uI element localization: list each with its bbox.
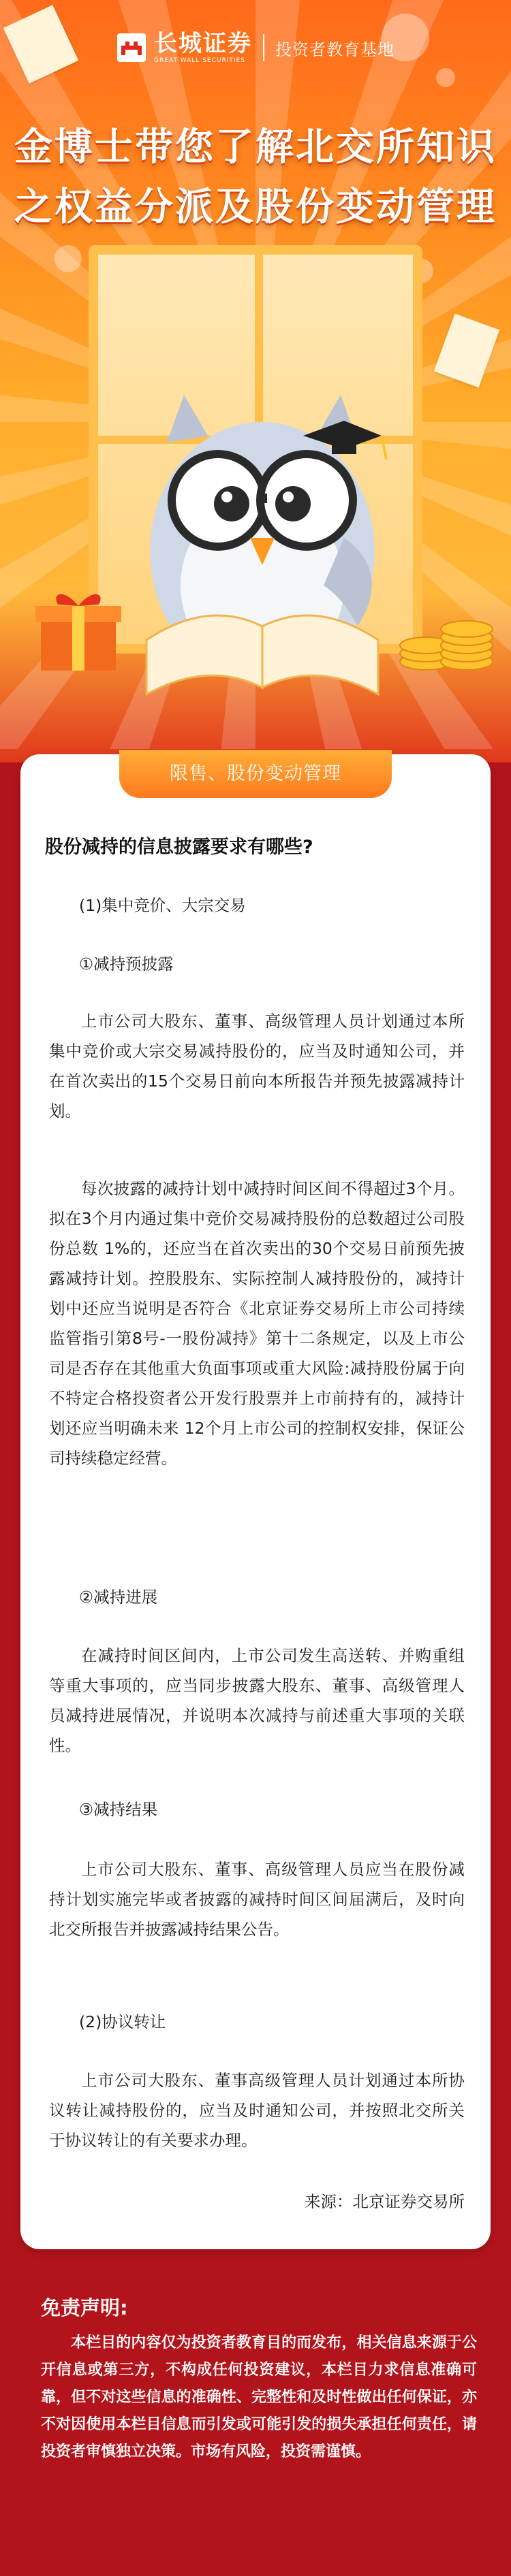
- disclaimer-title: 免责声明:: [41, 2296, 128, 2319]
- subheading-result: ③减持结果: [79, 1800, 158, 1819]
- section-heading-agreement-transfer: (2)协议转让: [79, 2012, 166, 2031]
- paragraph-plan-period: 每次披露的减持计划中减持时间区间不得超过3个月。拟在3个月内通过集中竞价交易减持股份的总数超过公司股份总数 1%的，还应当在首次卖出的30个交易日前预先披露减持计划。控股股东、实际控制人减持股份的，减持计划中还应当说明是否符合《北京证券交易所上市公司持续监管指引第8号-一股份减持》第十二条规定，以及上市公司是否存在其他重大负面事项或重大风险:减持股份属于向不特定合格投资者公开发行股票并上市前持有的，减持计划还应当明确未来 12个月上市公司的控制权安排，保证公司持续稳定经营。: [49, 1179, 465, 1468]
- owl-mascot-illustration: [119, 381, 405, 701]
- subheading-pre-disclosure: ①减持预披露: [79, 954, 174, 973]
- page-title-line-1: 金博士带您了解北交所知识: [14, 125, 497, 170]
- brand-name: [154, 29, 252, 64]
- brand-name-en: GREAT WALL SECURITIES: [154, 57, 245, 64]
- section-tab-label: 限售、股份变动管理: [119, 750, 392, 798]
- page-title-line-2: 之权益分派及股份变动管理: [14, 185, 497, 229]
- section-heading-centralized-bidding: (1)集中竞价、大宗交易: [79, 896, 246, 915]
- paragraph-result: 上市公司大股东、董事、高级管理人员应当在股份减持计划实施完毕或者披露的减持时间区间届满后，及时向北交所报告并披露减持结果公告。: [49, 1860, 465, 1939]
- source-attribution: 来源：北京证券交易所: [305, 2192, 465, 2211]
- paragraph-progress: 在减持时间区间内，上市公司发生高送转、并购重组等重大事项的，应当同步披露大股东、董事、高级管理人员减持进展情况，并说明本次减持与前述重大事项的关联性。: [49, 1646, 465, 1755]
- brand-name-cn: 长城证券: [154, 29, 252, 57]
- brand-header: [116, 27, 394, 68]
- header-divider: [263, 34, 264, 61]
- hero-banner: [0, 0, 511, 762]
- brand-subtitle: 投资者教育基地: [275, 39, 394, 59]
- question-heading: 股份减持的信息披露要求有哪些?: [45, 837, 313, 858]
- coin-stack-icon: [395, 599, 497, 674]
- paragraph-agreement-transfer: 上市公司大股东、董事高级管理人员计划通过本所协议转让减持股份的，应当及时通知公司，并按照北交所关于协议转让的有关要求办理。: [49, 2071, 465, 2150]
- brand-logo-icon: [116, 32, 147, 63]
- gift-box-icon: [27, 585, 129, 674]
- disclaimer-text: 本栏目的内容仅为投资者教育目的而发布，相关信息来源于公开信息或第三方，不构成任何投资建议，本栏目力求信息准确可靠，但不对这些信息的准确性、完整性和及时性做出任何保证，亦不对因使用本栏目信息而引发或可能引发的损失承担任何责任，请投资者审慎独立决策。市场有风险，投资需谨慎。: [41, 2334, 477, 2460]
- decorative-bubble: [55, 245, 82, 272]
- paragraph-pre-disclosure: 上市公司大股东、董事、高级管理人员计划通过本所集中竞价或大宗交易减持股份的，应当及时通知公司，并在首次卖出的15个交易日前向本所报告并预先披露减持计划。: [49, 1012, 465, 1121]
- subheading-progress: ②减持进展: [79, 1588, 158, 1607]
- decorative-bubble: [436, 68, 455, 87]
